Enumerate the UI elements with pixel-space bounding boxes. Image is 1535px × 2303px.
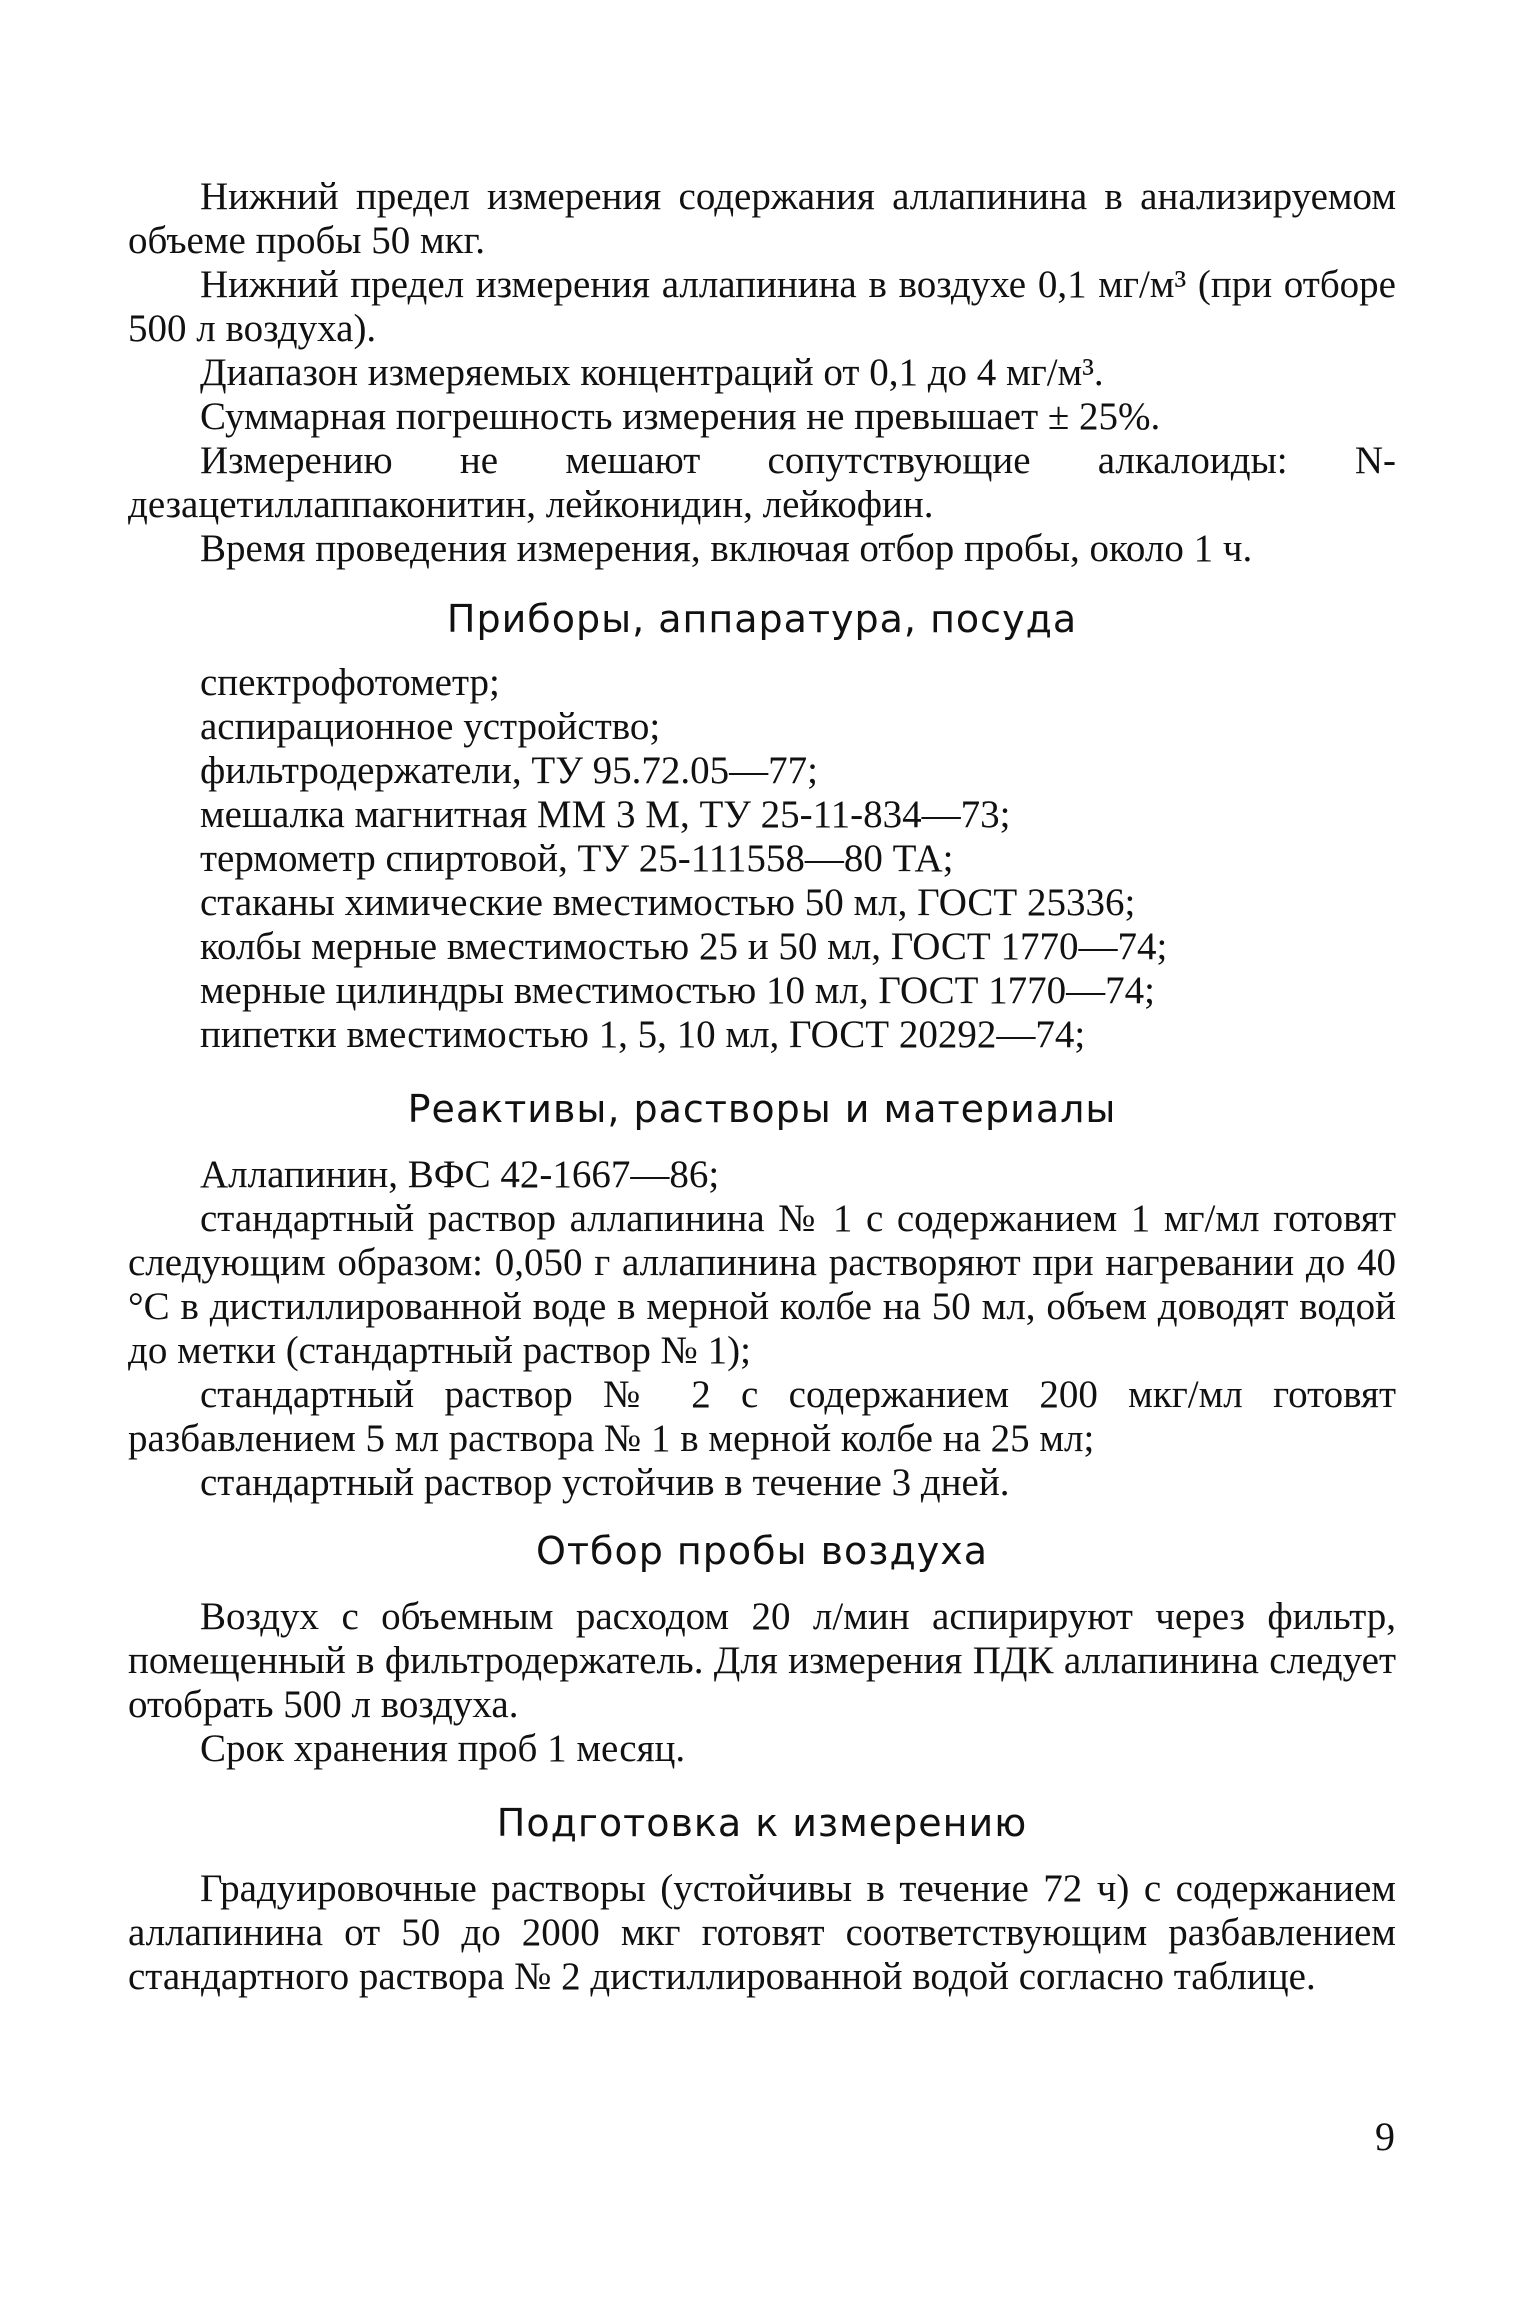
preparation-heading: Подготовка к измерению bbox=[496, 1801, 1028, 1845]
list-item: спектрофотометр; bbox=[200, 661, 500, 704]
preparation-section bbox=[128, 1867, 1396, 1999]
reagents-paragraph: стандартный раствор аллапинина № 1 с содержанием 1 мг/мл готовят следующим образом: 0,050 г аллапинина растворяют при нагревании до 40 °С в дистиллированной воде в мерной колбе на 50 мл, объем доводят водой до метки (стандартный раствор № 1); bbox=[128, 1197, 1396, 1372]
list-item: мерные цилиндры вместимостью 10 мл, ГОСТ 1770—74; bbox=[200, 969, 1156, 1012]
sampling-section bbox=[128, 1595, 1396, 1771]
devices-list bbox=[128, 661, 1396, 1057]
list-item: мешалка магнитная ММ 3 М, ТУ 25-11-834—73; bbox=[200, 793, 1011, 836]
list-item: пипетки вместимостью 1, 5, 10 мл, ГОСТ 20292—74; bbox=[200, 1013, 1086, 1056]
devices-heading: Приборы, аппаратура, посуда bbox=[446, 597, 1078, 641]
intro-paragraph: Время проведения измерения, включая отбор пробы, около 1 ч. bbox=[200, 527, 1253, 570]
intro-paragraph: Нижний предел измерения содержания аллапинина в анализируемом объеме пробы 50 мкг. bbox=[128, 175, 1396, 262]
sampling-heading: Отбор пробы воздуха bbox=[535, 1529, 989, 1573]
intro-section bbox=[128, 175, 1396, 571]
reagents-paragraph: стандартный раствор устойчив в течение 3 дней. bbox=[200, 1461, 1010, 1504]
intro-paragraph: Диапазон измеряемых концентраций от 0,1 до 4 мг/м³. bbox=[200, 351, 1104, 394]
list-item: колбы мерные вместимостью 25 и 50 мл, ГОСТ 1770—74; bbox=[200, 925, 1168, 968]
preparation-paragraph: Градуировочные растворы (устойчивы в течение 72 ч) с содержанием аллапинина от 50 до 2000 мкг готовят соответствующим разбавлением стандартного раствора № 2 дистиллированной водой согласно таблице. bbox=[128, 1867, 1396, 1998]
sampling-paragraph: Воздух с объемным расходом 20 л/мин аспирируют через фильтр, помещенный в фильтродержатель. Для измерения ПДК аллапинина следует отобрать 500 л воздуха. bbox=[128, 1595, 1396, 1726]
intro-paragraph: Нижний предел измерения аллапинина в воздухе 0,1 мг/м³ (при отборе 500 л воздуха). bbox=[128, 263, 1396, 350]
page-number: 9 bbox=[1375, 2114, 1395, 2159]
reagents-paragraph: стандартный раствор № 2 с содержанием 200 мкг/мл готовят разбавлением 5 мл раствора № 1 в мерной колбе на 25 мл; bbox=[128, 1373, 1396, 1460]
reagents-heading: Реактивы, растворы и материалы bbox=[407, 1087, 1117, 1131]
intro-paragraph: Суммарная погрешность измерения не превышает ± 25%. bbox=[200, 395, 1161, 438]
reagents-paragraph: Аллапинин, ВФС 42-1667—86; bbox=[200, 1153, 720, 1196]
sampling-paragraph: Срок хранения проб 1 месяц. bbox=[200, 1727, 686, 1770]
list-item: аспирационное устройство; bbox=[200, 705, 661, 748]
list-item: термометр спиртовой, ТУ 25-111558—80 ТА; bbox=[200, 837, 954, 880]
document-page bbox=[128, 175, 1396, 1999]
list-item: стаканы химические вместимостью 50 мл, ГОСТ 25336; bbox=[200, 881, 1136, 924]
list-item: фильтродержатели, ТУ 95.72.05—77; bbox=[200, 749, 818, 792]
intro-paragraph: Измерению не мешают сопутствующие алкалоиды: N-дезацетиллаппаконитин, лейконидин, лейкофин. bbox=[128, 439, 1396, 526]
reagents-section bbox=[128, 1153, 1396, 1505]
